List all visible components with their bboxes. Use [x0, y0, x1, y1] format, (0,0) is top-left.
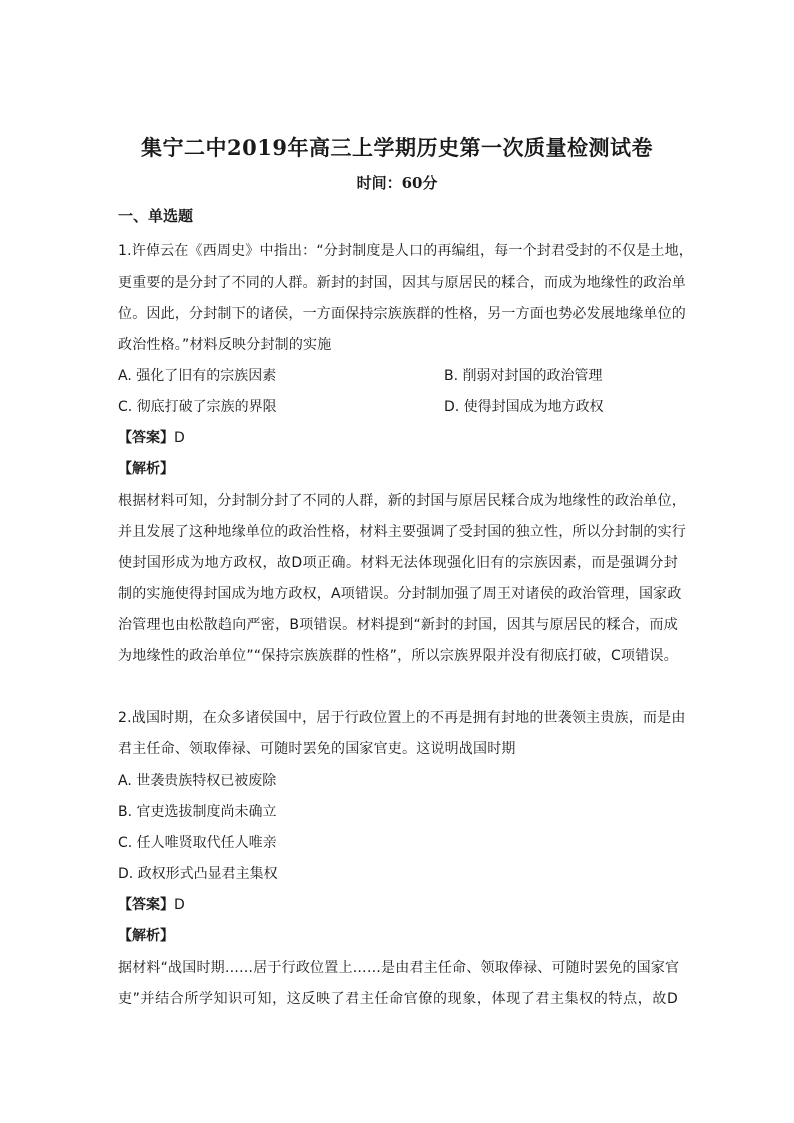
q1-analysis-line: 根据材料可知，分封制分封了不同的人群，新的封国与原居民糅合成为地缘性的政治单位，: [118, 493, 686, 509]
answer-value: D: [174, 897, 185, 913]
q1-option-c: C. 彻底打破了宗族的界限: [118, 399, 277, 415]
q1-stem-line: 更重要的是分封了不同的人群。新封的封国，因其与原居民的糅合，而成为地缘性的政治单: [118, 275, 686, 291]
answer-label: 【答案】: [118, 430, 174, 446]
q1-option-d: D. 使得封国成为地方政权: [444, 399, 604, 415]
q2-analysis-line: 吏”并结合所学知识可知，这反映了君主任命官僚的现象，体现了君主集权的特点，故D: [118, 991, 678, 1007]
q1-analysis-line: 治管理也由松散趋向严密，B项错误。材料提到“新封的封国，因其与原居民的糅合，而成: [118, 617, 678, 633]
answer-label: 【答案】: [118, 897, 174, 913]
exam-time: 时间：60分: [356, 174, 438, 192]
q1-option-b: B. 削弱对封国的政治管理: [444, 368, 603, 384]
q2-option-b: B. 官吏选拔制度尚未确立: [118, 804, 277, 820]
q2-option-c: C. 任人唯贤取代任人唯亲: [118, 835, 277, 851]
q2-option-d: D. 政权形式凸显君主集权: [118, 866, 278, 882]
q2-stem-line: 君主任命、领取俸禄、可随时罢免的国家官吏。这说明战国时期: [118, 741, 516, 757]
q1-analysis-line: 为地缘性的政治单位”“保持宗族族群的性格”，所以宗族界限并没有彻底打破，C项错误。: [118, 648, 678, 664]
q1-option-a: A. 强化了旧有的宗族因素: [118, 368, 277, 384]
q2-analysis-line: 据材料“战国时期……居于行政位置上……是由君主任命、领取俸禄、可随时罢免的国家官: [118, 960, 680, 976]
q1-analysis-label: 【解析】: [118, 461, 174, 477]
q2-analysis-label: 【解析】: [118, 928, 174, 944]
q2-stem-line: 2.战国时期，在众多诸侯国中，居于行政位置上的不再是拥有封地的世袭领主贵族，而是由: [118, 710, 686, 726]
q1-answer: [118, 427, 185, 447]
q1-analysis-line: 使封国形成为地方政权，故D项正确。材料无法体现强化旧有的宗族因素，而是强调分封: [118, 555, 678, 571]
page-title: 集宁二中2019年高三上学期历史第一次质量检测试卷: [141, 135, 653, 160]
q2-answer: [118, 894, 185, 914]
q1-analysis-line: 并且发展了这种地缘单位的政治性格，材料主要强调了受封国的独立性，所以分封制的实行: [118, 524, 686, 540]
q2-option-a: A. 世袭贵族特权已被废除: [118, 773, 277, 789]
q1-stem-line: 政治性格。”材料反映分封制的实施: [118, 337, 332, 353]
q1-stem-line: 1.许倬云在《西周史》中指出：“分封制度是人口的再编组，每一个封君受封的不仅是土地，: [118, 243, 694, 259]
q1-stem-line: 位。因此，分封制下的诸侯，一方面保持宗族族群的性格，另一方面也势必发展地缘单位的: [118, 306, 686, 322]
answer-value: D: [174, 430, 185, 446]
q1-analysis-line: 制的实施使得封国成为地方政权，A项错误。分封制加强了周王对诸侯的政治管理，国家政: [118, 586, 682, 602]
section-heading: 一、单选题: [118, 207, 194, 225]
